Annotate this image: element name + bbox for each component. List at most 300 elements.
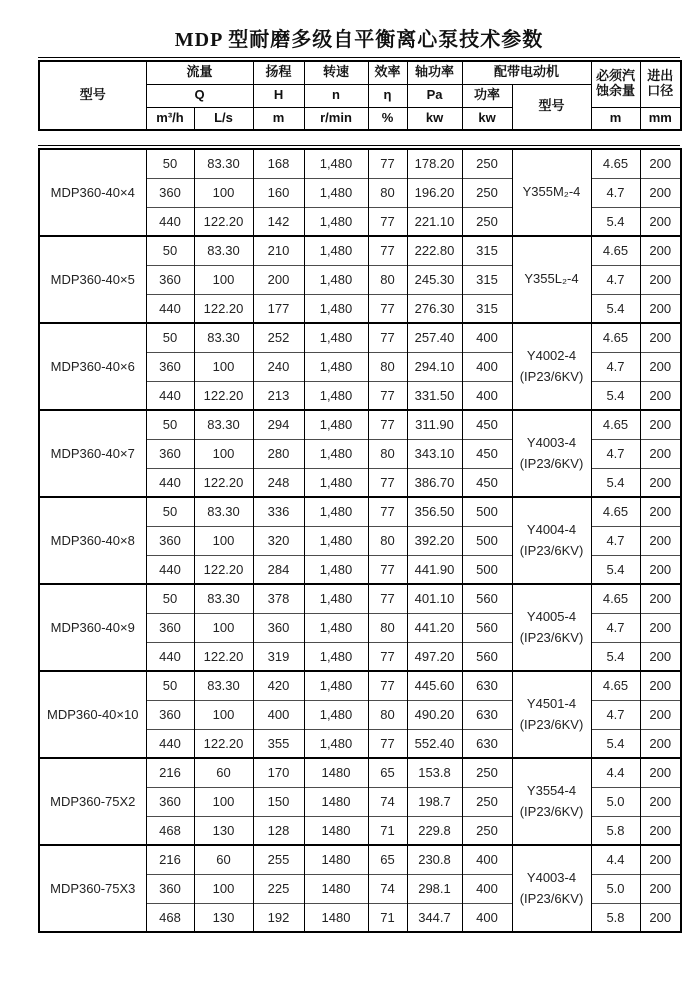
efficiency-cell: 77 [368,555,407,584]
flow-ls-cell: 122.20 [194,642,253,671]
npsh-cell: 4.65 [591,497,640,526]
efficiency-cell: 80 [368,352,407,381]
header-model: 型号 [39,61,146,130]
head-cell: 400 [253,700,304,729]
header-table-wrap [38,57,680,131]
head-cell: 240 [253,352,304,381]
head-cell: 210 [253,236,304,265]
shaft-power-cell: 343.10 [407,439,462,468]
header-flow-unit1: m³/h [146,107,194,130]
shaft-power-cell: 490.20 [407,700,462,729]
speed-cell: 1,480 [304,468,368,497]
motor-power-cell: 450 [462,439,512,468]
motor-model-line: (IP23/6KV) [519,368,584,384]
shaft-power-cell: 198.7 [407,787,462,816]
spec-row [39,845,681,874]
header-npsh-unit: m [591,107,640,130]
header-flow-unit2: L/s [194,107,253,130]
head-cell: 255 [253,845,304,874]
head-cell: 177 [253,294,304,323]
speed-cell: 1,480 [304,700,368,729]
npsh-cell: 4.7 [591,613,640,642]
motor-model-line: Y3554-4 [526,783,577,799]
efficiency-cell: 65 [368,758,407,787]
flow-m3h-cell: 468 [146,816,194,845]
npsh-cell: 4.65 [591,236,640,265]
head-cell: 252 [253,323,304,352]
port-cell: 200 [640,323,681,352]
efficiency-cell: 80 [368,178,407,207]
motor-power-cell: 250 [462,149,512,178]
speed-cell: 1,480 [304,729,368,758]
motor-model-line: Y355L₂-4 [524,271,579,287]
flow-ls-cell: 122.20 [194,207,253,236]
shaft-power-cell: 344.7 [407,903,462,932]
motor-model-line: Y4002-4 [526,348,577,364]
port-cell: 200 [640,294,681,323]
motor-model-line: Y355M₂-4 [522,184,581,200]
shaft-power-cell: 392.20 [407,526,462,555]
speed-cell: 1,480 [304,178,368,207]
flow-m3h-cell: 50 [146,323,194,352]
pump-model-cell: MDP360-75X2 [39,758,146,845]
efficiency-cell: 77 [368,468,407,497]
efficiency-cell: 77 [368,410,407,439]
speed-cell: 1480 [304,903,368,932]
header-port-line1: 进出 [647,68,674,84]
header-motor: 配带电动机 [462,61,591,84]
header-speed-symbol: n [304,84,368,107]
header-port-unit: mm [640,107,681,130]
header-speed: 转速 [304,61,368,84]
motor-model-line: (IP23/6KV) [519,890,584,906]
flow-m3h-cell: 50 [146,236,194,265]
flow-ls-cell: 83.30 [194,497,253,526]
npsh-cell: 4.7 [591,352,640,381]
shaft-power-cell: 294.10 [407,352,462,381]
efficiency-cell: 71 [368,816,407,845]
shaft-power-cell: 331.50 [407,381,462,410]
port-cell: 200 [640,613,681,642]
speed-cell: 1,480 [304,294,368,323]
flow-m3h-cell: 440 [146,642,194,671]
motor-power-cell: 630 [462,671,512,700]
flow-m3h-cell: 360 [146,265,194,294]
efficiency-cell: 71 [368,903,407,932]
shaft-power-cell: 445.60 [407,671,462,700]
flow-ls-cell: 122.20 [194,729,253,758]
port-cell: 200 [640,903,681,932]
spec-row [39,410,681,439]
head-cell: 150 [253,787,304,816]
header-port-line2: 口径 [647,83,674,99]
head-cell: 128 [253,816,304,845]
port-cell: 200 [640,700,681,729]
npsh-cell: 4.7 [591,265,640,294]
shaft-power-cell: 441.90 [407,555,462,584]
head-cell: 248 [253,468,304,497]
port-cell: 200 [640,555,681,584]
head-cell: 360 [253,613,304,642]
head-cell: 320 [253,526,304,555]
efficiency-cell: 77 [368,381,407,410]
shaft-power-cell: 386.70 [407,468,462,497]
motor-power-cell: 400 [462,874,512,903]
motor-power-cell: 400 [462,845,512,874]
efficiency-cell: 80 [368,265,407,294]
efficiency-cell: 77 [368,236,407,265]
header-motor-power: 功率 [462,84,512,107]
flow-m3h-cell: 360 [146,439,194,468]
head-cell: 225 [253,874,304,903]
motor-model-line: (IP23/6KV) [519,455,584,471]
flow-m3h-cell: 216 [146,758,194,787]
npsh-cell: 5.4 [591,381,640,410]
npsh-cell: 4.4 [591,758,640,787]
flow-ls-cell: 100 [194,265,253,294]
spec-row [39,149,681,178]
pump-model-cell: MDP360-40×8 [39,497,146,584]
npsh-cell: 5.4 [591,555,640,584]
port-cell: 200 [640,758,681,787]
motor-power-cell: 500 [462,497,512,526]
pump-model-cell: MDP360-40×4 [39,149,146,236]
shaft-power-cell: 552.40 [407,729,462,758]
port-cell: 200 [640,642,681,671]
flow-ls-cell: 100 [194,178,253,207]
flow-m3h-cell: 216 [146,845,194,874]
npsh-cell: 4.65 [591,323,640,352]
flow-ls-cell: 122.20 [194,294,253,323]
speed-cell: 1,480 [304,642,368,671]
efficiency-cell: 77 [368,207,407,236]
flow-m3h-cell: 440 [146,729,194,758]
shaft-power-cell: 229.8 [407,816,462,845]
speed-cell: 1480 [304,845,368,874]
flow-m3h-cell: 360 [146,787,194,816]
flow-m3h-cell: 468 [146,903,194,932]
port-cell: 200 [640,178,681,207]
motor-power-cell: 315 [462,265,512,294]
page-title: MDP 型耐磨多级自平衡离心泵技术参数 [174,29,544,51]
shaft-power-cell: 222.80 [407,236,462,265]
efficiency-cell: 74 [368,787,407,816]
head-cell: 294 [253,410,304,439]
speed-cell: 1,480 [304,671,368,700]
efficiency-cell: 77 [368,149,407,178]
port-cell: 200 [640,729,681,758]
motor-power-cell: 630 [462,700,512,729]
header-motor-power-unit: kw [462,107,512,130]
npsh-cell: 4.7 [591,700,640,729]
motor-power-cell: 400 [462,903,512,932]
head-cell: 378 [253,584,304,613]
speed-cell: 1,480 [304,410,368,439]
motor-power-cell: 250 [462,178,512,207]
efficiency-cell: 77 [368,671,407,700]
flow-m3h-cell: 360 [146,874,194,903]
shaft-power-cell: 178.20 [407,149,462,178]
shaft-power-cell: 257.40 [407,323,462,352]
motor-model-cell [512,149,591,236]
motor-model-cell [512,845,591,932]
port-cell: 200 [640,787,681,816]
npsh-cell: 5.4 [591,294,640,323]
flow-ls-cell: 100 [194,874,253,903]
shaft-power-cell: 230.8 [407,845,462,874]
header-shaft-power-unit: kw [407,107,462,130]
head-cell: 284 [253,555,304,584]
spec-row [39,497,681,526]
npsh-cell: 4.65 [591,149,640,178]
flow-ls-cell: 60 [194,845,253,874]
flow-ls-cell: 83.30 [194,236,253,265]
spec-row [39,323,681,352]
flow-ls-cell: 122.20 [194,555,253,584]
motor-power-cell: 450 [462,468,512,497]
body-table-wrap [38,145,680,933]
shaft-power-cell: 356.50 [407,497,462,526]
speed-cell: 1,480 [304,526,368,555]
port-cell: 200 [640,845,681,874]
head-cell: 142 [253,207,304,236]
header-head-unit: m [253,107,304,130]
header-efficiency: 效率 [368,61,407,84]
pump-model-cell: MDP360-75X3 [39,845,146,932]
port-cell: 200 [640,381,681,410]
motor-power-cell: 450 [462,410,512,439]
efficiency-cell: 77 [368,584,407,613]
flow-ls-cell: 83.30 [194,410,253,439]
port-cell: 200 [640,584,681,613]
npsh-cell: 5.8 [591,903,640,932]
flow-m3h-cell: 50 [146,410,194,439]
speed-cell: 1,480 [304,381,368,410]
flow-ls-cell: 83.30 [194,149,253,178]
efficiency-cell: 77 [368,497,407,526]
motor-model-cell [512,236,591,323]
motor-model-cell [512,323,591,410]
spec-row [39,758,681,787]
flow-ls-cell: 60 [194,758,253,787]
port-cell: 200 [640,874,681,903]
shaft-power-cell: 153.8 [407,758,462,787]
flow-m3h-cell: 360 [146,352,194,381]
shaft-power-cell: 298.1 [407,874,462,903]
motor-model-line: (IP23/6KV) [519,716,584,732]
flow-m3h-cell: 360 [146,700,194,729]
flow-m3h-cell: 50 [146,671,194,700]
npsh-cell: 5.4 [591,207,640,236]
flow-m3h-cell: 440 [146,468,194,497]
npsh-cell: 4.7 [591,178,640,207]
port-cell: 200 [640,816,681,845]
motor-model-cell [512,410,591,497]
shaft-power-cell: 311.90 [407,410,462,439]
flow-ls-cell: 122.20 [194,381,253,410]
spec-table-body [39,149,681,932]
port-cell: 200 [640,526,681,555]
flow-ls-cell: 100 [194,352,253,381]
efficiency-cell: 74 [368,874,407,903]
header-efficiency-unit: % [368,107,407,130]
head-cell: 192 [253,903,304,932]
head-cell: 200 [253,265,304,294]
speed-cell: 1,480 [304,439,368,468]
motor-model-line: Y4003-4 [526,435,577,451]
motor-power-cell: 500 [462,555,512,584]
motor-model-line: Y4004-4 [526,522,577,538]
port-cell: 200 [640,265,681,294]
flow-ls-cell: 100 [194,526,253,555]
pump-model-cell: MDP360-40×7 [39,410,146,497]
shaft-power-cell: 276.30 [407,294,462,323]
spec-row [39,236,681,265]
motor-power-cell: 315 [462,236,512,265]
motor-model-line: (IP23/6KV) [519,542,584,558]
header-port [640,61,681,107]
head-cell: 168 [253,149,304,178]
npsh-cell: 5.0 [591,874,640,903]
speed-cell: 1,480 [304,149,368,178]
speed-cell: 1,480 [304,323,368,352]
speed-cell: 1,480 [304,207,368,236]
speed-cell: 1,480 [304,236,368,265]
motor-model-cell [512,584,591,671]
motor-power-cell: 400 [462,323,512,352]
flow-m3h-cell: 50 [146,149,194,178]
flow-ls-cell: 100 [194,700,253,729]
motor-power-cell: 250 [462,758,512,787]
npsh-cell: 5.4 [591,468,640,497]
flow-m3h-cell: 50 [146,497,194,526]
flow-ls-cell: 83.30 [194,671,253,700]
port-cell: 200 [640,236,681,265]
header-flow-symbol: Q [146,84,253,107]
speed-cell: 1,480 [304,497,368,526]
flow-m3h-cell: 360 [146,526,194,555]
npsh-cell: 4.7 [591,526,640,555]
header-npsh-line1: 必须汽 [596,68,636,84]
npsh-cell: 5.0 [591,787,640,816]
flow-m3h-cell: 360 [146,613,194,642]
flow-ls-cell: 83.30 [194,323,253,352]
flow-ls-cell: 130 [194,903,253,932]
flow-m3h-cell: 440 [146,207,194,236]
speed-cell: 1,480 [304,352,368,381]
speed-cell: 1480 [304,787,368,816]
port-cell: 200 [640,468,681,497]
spec-row [39,584,681,613]
motor-power-cell: 560 [462,584,512,613]
header-head-symbol: H [253,84,304,107]
head-cell: 319 [253,642,304,671]
npsh-cell: 4.65 [591,410,640,439]
efficiency-cell: 77 [368,294,407,323]
speed-cell: 1,480 [304,265,368,294]
shaft-power-cell: 401.10 [407,584,462,613]
motor-power-cell: 500 [462,526,512,555]
speed-cell: 1480 [304,758,368,787]
motor-model-line: Y4501-4 [526,696,577,712]
efficiency-cell: 80 [368,700,407,729]
header-row-1 [39,61,681,84]
efficiency-cell: 77 [368,323,407,352]
head-cell: 336 [253,497,304,526]
flow-ls-cell: 100 [194,439,253,468]
flow-m3h-cell: 440 [146,555,194,584]
motor-power-cell: 400 [462,381,512,410]
header-flow: 流量 [146,61,253,84]
motor-power-cell: 250 [462,787,512,816]
speed-cell: 1,480 [304,613,368,642]
motor-power-cell: 630 [462,729,512,758]
head-cell: 355 [253,729,304,758]
flow-ls-cell: 130 [194,816,253,845]
efficiency-cell: 80 [368,526,407,555]
header-speed-unit: r/min [304,107,368,130]
pump-model-cell: MDP360-40×9 [39,584,146,671]
shaft-power-cell: 245.30 [407,265,462,294]
efficiency-cell: 65 [368,845,407,874]
flow-ls-cell: 100 [194,787,253,816]
spec-header-table [38,60,682,131]
port-cell: 200 [640,410,681,439]
motor-power-cell: 250 [462,207,512,236]
flow-ls-cell: 122.20 [194,468,253,497]
motor-power-cell: 560 [462,613,512,642]
port-cell: 200 [640,497,681,526]
header-head: 扬程 [253,61,304,84]
spec-row [39,671,681,700]
efficiency-cell: 77 [368,642,407,671]
efficiency-cell: 77 [368,729,407,758]
npsh-cell: 5.4 [591,729,640,758]
head-cell: 213 [253,381,304,410]
npsh-cell: 4.7 [591,439,640,468]
port-cell: 200 [640,149,681,178]
motor-model-cell [512,671,591,758]
efficiency-cell: 80 [368,439,407,468]
motor-model-cell [512,497,591,584]
speed-cell: 1480 [304,816,368,845]
flow-ls-cell: 83.30 [194,584,253,613]
flow-m3h-cell: 50 [146,584,194,613]
npsh-cell: 4.65 [591,671,640,700]
pump-model-cell: MDP360-40×5 [39,236,146,323]
npsh-cell: 5.8 [591,816,640,845]
port-cell: 200 [640,352,681,381]
header-shaft-power: 轴功率 [407,61,462,84]
npsh-cell: 4.4 [591,845,640,874]
head-cell: 160 [253,178,304,207]
flow-ls-cell: 100 [194,613,253,642]
npsh-cell: 4.65 [591,584,640,613]
header-motor-model: 型号 [512,84,591,130]
head-cell: 280 [253,439,304,468]
speed-cell: 1480 [304,874,368,903]
efficiency-cell: 80 [368,613,407,642]
motor-model-line: (IP23/6KV) [519,629,584,645]
motor-model-cell [512,758,591,845]
motor-model-line: (IP23/6KV) [519,803,584,819]
port-cell: 200 [640,439,681,468]
motor-model-line: Y4005-4 [526,609,577,625]
pump-model-cell: MDP360-40×10 [39,671,146,758]
port-cell: 200 [640,207,681,236]
shaft-power-cell: 221.10 [407,207,462,236]
spec-body-table [38,148,682,933]
